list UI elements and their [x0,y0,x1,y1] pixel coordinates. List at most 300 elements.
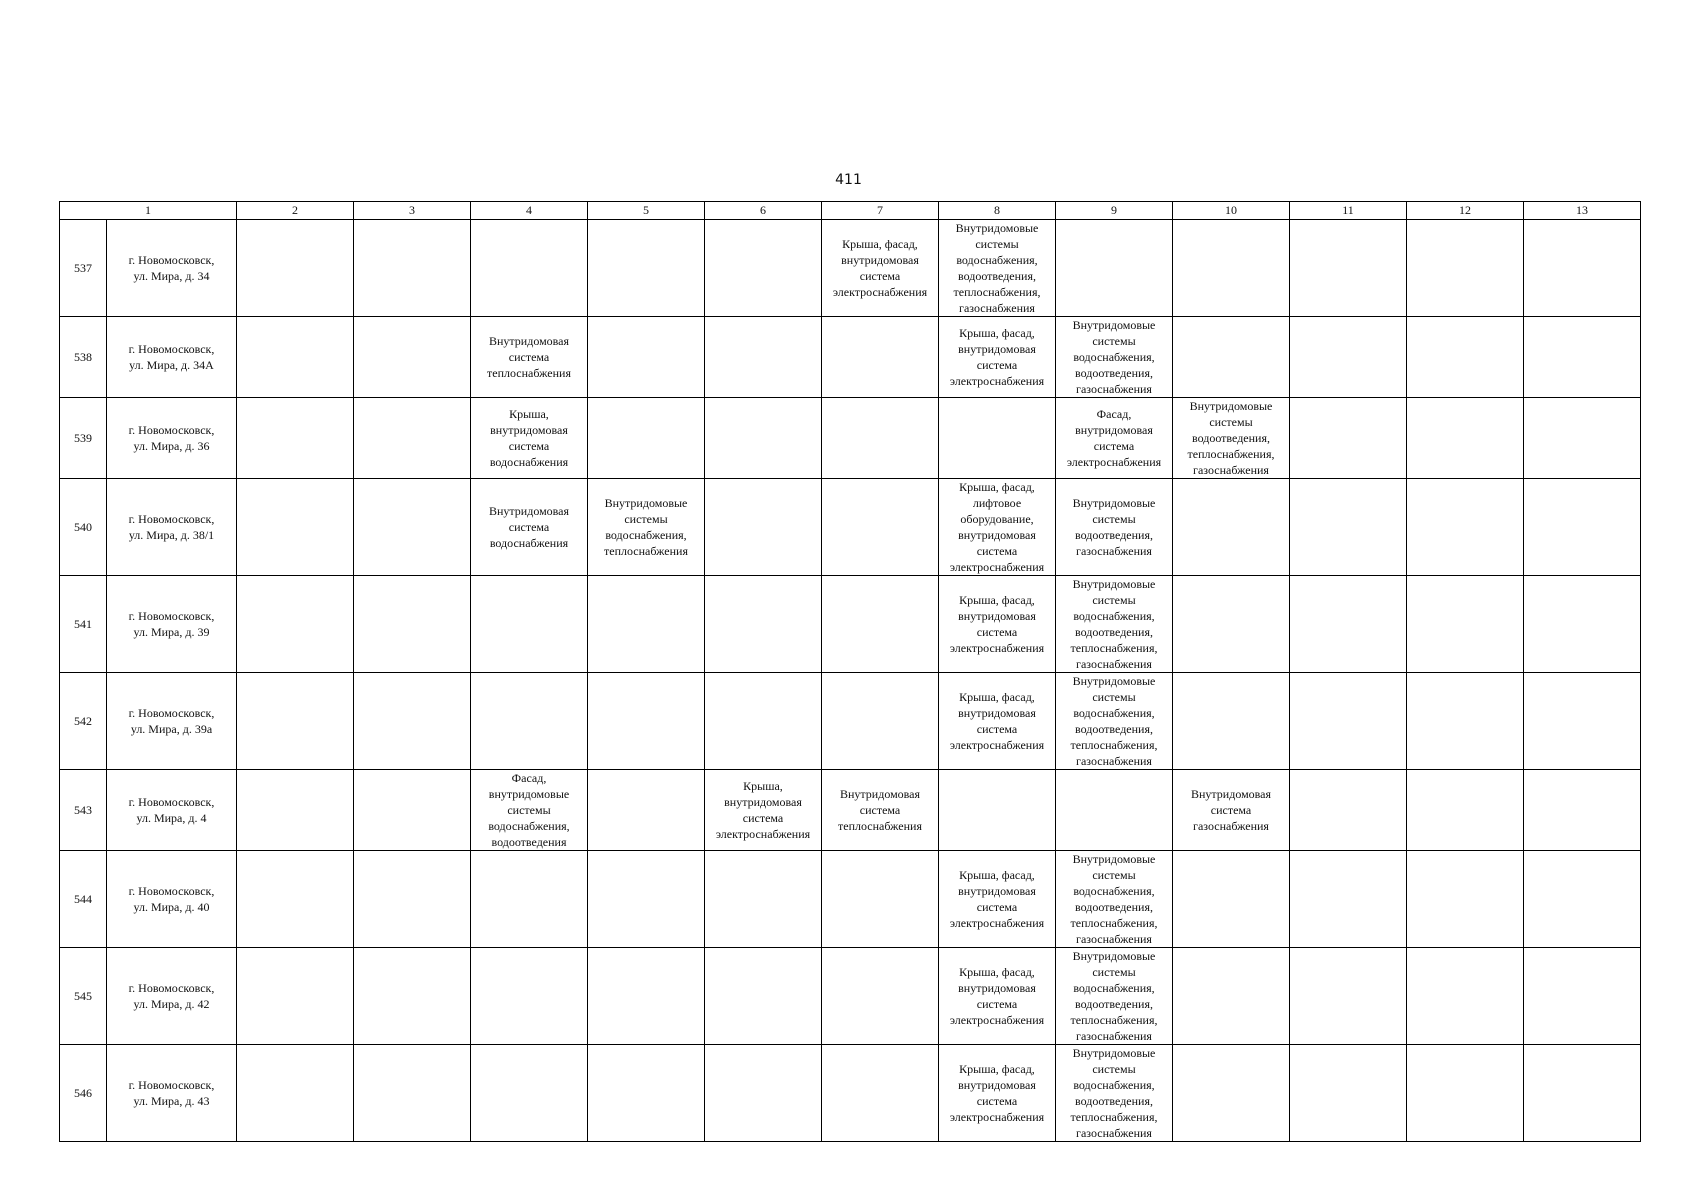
work-cell-col-5 [588,851,705,948]
work-cell-col-7 [822,220,939,317]
work-cell-col-13 [1524,576,1641,673]
work-line: газоснабжения [1076,382,1152,396]
work-cell-col-3 [354,770,471,851]
work-line: электроснабжения [949,374,1045,388]
work-line: система [508,439,550,453]
work-cell-col-4 [471,398,588,479]
work-cell-col-2 [237,1045,354,1142]
work-line: внутридомовая [958,528,1036,542]
work-cell-col-10 [1173,770,1290,851]
address-cell [107,220,237,317]
work-line: водоснабжения, [488,819,570,833]
work-line: система [508,520,550,534]
work-cell-col-4 [471,948,588,1045]
work-line: электроснабжения [1066,455,1162,469]
work-cell-col-12 [1407,1045,1524,1142]
work-line: система [976,900,1018,914]
address-line: ул. Мира, д. 40 [133,900,210,914]
work-line: Внутридомовые [1072,674,1156,688]
address-cell [107,851,237,948]
work-line: теплоснабжения, [1187,447,1275,461]
work-cell-col-10 [1173,398,1290,479]
column-header: 8 [939,202,1056,220]
work-cell-col-7 [822,948,939,1045]
work-cell-col-10 [1173,220,1290,317]
column-header: 13 [1524,202,1641,220]
work-line: системы [624,512,668,526]
page-number: 411 [835,172,862,188]
column-header: 2 [237,202,354,220]
work-cell-col-10 [1173,317,1290,398]
work-cell-col-5 [588,576,705,673]
work-line: водоотведения, [1192,431,1270,445]
address-line: г. Новомосковск, [128,1078,215,1092]
work-line: система [742,811,784,825]
work-cell-col-4 [471,479,588,576]
row-number: 537 [60,220,107,317]
work-line: электроснабжения [715,827,811,841]
work-cell-col-9 [1056,1045,1173,1142]
work-line: Крыша, фасад, [959,480,1035,494]
work-line: система [1210,803,1252,817]
work-cell-col-6 [705,220,822,317]
address-cell [107,1045,237,1142]
work-line: водоснабжения, [1073,1078,1155,1092]
work-line: внутридомовая [958,609,1036,623]
work-line: Внутридомовая [488,504,570,518]
table-row [60,220,1641,317]
address-cell [107,576,237,673]
work-line: водоотведения, [1075,900,1153,914]
work-cell-col-13 [1524,479,1641,576]
work-line: системы [1092,690,1136,704]
row-number: 541 [60,576,107,673]
work-cell-col-13 [1524,673,1641,770]
work-line: газоснабжения [1076,754,1152,768]
address-line: ул. Мира, д. 43 [133,1094,210,1108]
work-cell-col-7 [822,398,939,479]
address-line: ул. Мира, д. 36 [133,439,210,453]
table-row [60,673,1641,770]
work-line: газоснабжения [959,301,1035,315]
work-cell-col-9 [1056,948,1173,1045]
work-cell-col-7 [822,479,939,576]
work-line: водоснабжения, [605,528,687,542]
work-cell-col-8 [939,673,1056,770]
work-cell-col-11 [1290,479,1407,576]
work-cell-col-9 [1056,770,1173,851]
work-cell-col-3 [354,479,471,576]
work-line: теплоснабжения, [953,285,1041,299]
work-line: Крыша, [509,407,549,421]
address-line: г. Новомосковск, [128,795,215,809]
row-number: 544 [60,851,107,948]
work-cell-col-12 [1407,479,1524,576]
work-cell-col-9 [1056,398,1173,479]
work-line: системы [1092,593,1136,607]
work-cell-col-12 [1407,220,1524,317]
work-line: системы [975,237,1019,251]
work-line: газоснабжения [1193,463,1269,477]
work-cell-col-2 [237,220,354,317]
work-line: системы [1209,415,1253,429]
work-cell-col-8 [939,220,1056,317]
work-cell-col-11 [1290,770,1407,851]
work-cell-col-2 [237,851,354,948]
work-line: электроснабжения [949,641,1045,655]
work-cell-col-3 [354,220,471,317]
row-number: 542 [60,673,107,770]
work-line: системы [1092,334,1136,348]
work-line: система [508,350,550,364]
address-cell [107,479,237,576]
work-cell-col-13 [1524,220,1641,317]
work-cell-col-9 [1056,220,1173,317]
work-line: Внутридомовые [1189,399,1273,413]
work-line: водоснабжения [489,455,569,469]
table-row [60,398,1641,479]
work-line: внутридомовая [958,342,1036,356]
table-row [60,948,1641,1045]
work-cell-col-3 [354,398,471,479]
work-line: Внутридомовая [839,787,921,801]
address-line: ул. Мира, д. 42 [133,997,210,1011]
work-cell-col-5 [588,317,705,398]
work-line: электроснабжения [949,1013,1045,1027]
work-cell-col-12 [1407,770,1524,851]
work-cell-col-12 [1407,317,1524,398]
work-line: система [976,1094,1018,1108]
work-line: внутридомовая [958,981,1036,995]
work-line: водоотведения, [1075,1094,1153,1108]
work-line: внутридомовая [958,1078,1036,1092]
work-cell-col-9 [1056,479,1173,576]
work-cell-col-2 [237,398,354,479]
work-line: электроснабжения [949,738,1045,752]
address-line: ул. Мира, д. 39а [130,722,213,736]
work-cell-col-4 [471,576,588,673]
work-cell-col-8 [939,576,1056,673]
work-line: система [1093,439,1135,453]
column-header: 4 [471,202,588,220]
work-cell-col-4 [471,770,588,851]
work-cell-col-3 [354,948,471,1045]
work-cell-col-5 [588,398,705,479]
work-cell-col-4 [471,851,588,948]
work-cell-col-13 [1524,851,1641,948]
work-line: электроснабжения [949,1110,1045,1124]
work-cell-col-11 [1290,317,1407,398]
row-number: 546 [60,1045,107,1142]
work-cell-col-8 [939,398,1056,479]
work-cell-col-10 [1173,479,1290,576]
work-line: Внутридомовые [1072,577,1156,591]
work-cell-col-3 [354,673,471,770]
address-line: ул. Мира, д. 39 [133,625,210,639]
work-cell-col-5 [588,1045,705,1142]
work-line: водоснабжения [489,536,569,550]
row-number: 538 [60,317,107,398]
work-line: водоотведения, [1075,997,1153,1011]
work-line: Внутридомовые [1072,1046,1156,1060]
address-cell [107,398,237,479]
work-cell-col-2 [237,479,354,576]
work-line: Внутридомовые [604,496,688,510]
work-cell-col-7 [822,851,939,948]
work-cell-col-8 [939,851,1056,948]
work-line: системы [1092,965,1136,979]
work-line: Крыша, фасад, [959,1062,1035,1076]
work-cell-col-2 [237,770,354,851]
work-cell-col-5 [588,770,705,851]
work-line: газоснабжения [1076,657,1152,671]
work-cell-col-12 [1407,576,1524,673]
work-line: теплоснабжения, [1070,641,1158,655]
work-line: Крыша, фасад, [959,690,1035,704]
work-cell-col-4 [471,1045,588,1142]
work-cell-col-13 [1524,948,1641,1045]
work-line: теплоснабжения [604,544,688,558]
work-line: водоснабжения, [1073,350,1155,364]
work-cell-col-5 [588,948,705,1045]
work-cell-col-6 [705,851,822,948]
work-line: внутридомовая [1075,423,1153,437]
work-cell-col-9 [1056,673,1173,770]
work-line: Внутридомовые [1072,496,1156,510]
work-line: водоснабжения, [1073,981,1155,995]
row-number: 539 [60,398,107,479]
column-header: 6 [705,202,822,220]
work-cell-col-11 [1290,851,1407,948]
work-line: системы [507,803,551,817]
work-line: газоснабжения [1076,544,1152,558]
table-row [60,479,1641,576]
work-cell-col-2 [237,673,354,770]
work-line: Внутридомовые [1072,318,1156,332]
table-row [60,576,1641,673]
work-line: водоотведения, [1075,528,1153,542]
work-cell-col-8 [939,1045,1056,1142]
work-line: система [976,722,1018,736]
column-header: 12 [1407,202,1524,220]
work-cell-col-4 [471,317,588,398]
work-line: лифтовое [972,496,1022,510]
address-cell [107,948,237,1045]
work-cell-col-12 [1407,398,1524,479]
work-line: внутридомовые [488,787,570,801]
work-cell-col-8 [939,948,1056,1045]
work-cell-col-2 [237,576,354,673]
row-number: 545 [60,948,107,1045]
work-line: водоотведения [491,835,567,849]
work-cell-col-13 [1524,398,1641,479]
work-cell-col-8 [939,479,1056,576]
work-line: водоснабжения, [1073,706,1155,720]
table-row [60,851,1641,948]
work-line: газоснабжения [1076,1029,1152,1043]
work-cell-col-3 [354,576,471,673]
column-header: 9 [1056,202,1173,220]
work-cell-col-10 [1173,948,1290,1045]
work-cell-col-11 [1290,673,1407,770]
column-header: 5 [588,202,705,220]
work-line: Крыша, фасад, [959,965,1035,979]
work-line: внутридомовая [958,884,1036,898]
address-line: г. Новомосковск, [128,609,215,623]
work-cell-col-7 [822,1045,939,1142]
work-line: водоснабжения, [956,253,1038,267]
work-cell-col-3 [354,317,471,398]
work-line: Внутридомовые [1072,949,1156,963]
work-cell-col-9 [1056,317,1173,398]
address-line: г. Новомосковск, [128,512,215,526]
work-line: внутридомовая [724,795,802,809]
work-cell-col-10 [1173,851,1290,948]
work-line: электроснабжения [949,560,1045,574]
table-row [60,770,1641,851]
work-cell-col-12 [1407,948,1524,1045]
work-line: внутридомовая [958,706,1036,720]
work-cell-col-4 [471,220,588,317]
work-cell-col-8 [939,317,1056,398]
work-line: Фасад, [511,771,547,785]
work-line: газоснабжения [1076,932,1152,946]
address-cell [107,317,237,398]
work-line: Внутридомовые [955,221,1039,235]
work-line: система [859,803,901,817]
address-line: г. Новомосковск, [128,981,215,995]
work-cell-col-6 [705,673,822,770]
work-line: водоотведения, [1075,625,1153,639]
column-header-row [60,202,1641,220]
work-cell-col-7 [822,576,939,673]
address-line: г. Новомосковск, [128,884,215,898]
table-row [60,317,1641,398]
work-cell-col-13 [1524,770,1641,851]
work-cell-col-10 [1173,1045,1290,1142]
work-cell-col-6 [705,770,822,851]
work-cell-col-9 [1056,576,1173,673]
work-cell-col-6 [705,948,822,1045]
work-line: система [976,625,1018,639]
work-cell-col-2 [237,317,354,398]
address-line: г. Новомосковск, [128,253,215,267]
work-cell-col-2 [237,948,354,1045]
work-line: Крыша, [743,779,783,793]
address-line: г. Новомосковск, [128,423,215,437]
work-line: Крыша, фасад, [959,868,1035,882]
work-cell-col-6 [705,479,822,576]
work-line: внутридомовая [490,423,568,437]
schedule-table [59,201,1641,1142]
work-line: водоснабжения, [1073,884,1155,898]
work-cell-col-12 [1407,673,1524,770]
address-cell [107,770,237,851]
work-line: Крыша, фасад, [959,326,1035,340]
work-line: система [976,997,1018,1011]
work-line: теплоснабжения [838,819,922,833]
work-cell-col-10 [1173,576,1290,673]
work-line: системы [1092,868,1136,882]
table-row [60,1045,1641,1142]
work-line: Внутридомовая [1190,787,1272,801]
work-line: системы [1092,1062,1136,1076]
work-line: водоотведения, [1075,366,1153,380]
work-line: водоснабжения, [1073,609,1155,623]
column-header: 7 [822,202,939,220]
column-header: 3 [354,202,471,220]
address-cell [107,673,237,770]
work-cell-col-7 [822,673,939,770]
row-number: 543 [60,770,107,851]
work-cell-col-11 [1290,948,1407,1045]
work-line: электроснабжения [949,916,1045,930]
work-cell-col-4 [471,673,588,770]
work-cell-col-11 [1290,1045,1407,1142]
work-cell-col-5 [588,220,705,317]
work-cell-col-6 [705,1045,822,1142]
column-header: 10 [1173,202,1290,220]
work-cell-col-6 [705,398,822,479]
column-header: 11 [1290,202,1407,220]
work-line: газоснабжения [1193,819,1269,833]
work-cell-col-10 [1173,673,1290,770]
row-number: 540 [60,479,107,576]
work-line: Фасад, [1096,407,1132,421]
address-line: г. Новомосковск, [128,342,215,356]
work-line: оборудование, [960,512,1034,526]
work-cell-col-7 [822,317,939,398]
work-line: газоснабжения [1076,1126,1152,1140]
work-line: водоотведения, [1075,722,1153,736]
work-line: Крыша, фасад, [842,237,918,251]
work-cell-col-7 [822,770,939,851]
address-line: г. Новомосковск, [128,706,215,720]
address-line: ул. Мира, д. 38/1 [128,528,215,542]
work-cell-col-3 [354,851,471,948]
work-line: Внутридомовая [488,334,570,348]
work-cell-col-12 [1407,851,1524,948]
work-line: теплоснабжения, [1070,1110,1158,1124]
work-line: внутридомовая [841,253,919,267]
work-line: теплоснабжения, [1070,1013,1158,1027]
work-cell-col-6 [705,576,822,673]
work-cell-col-13 [1524,1045,1641,1142]
work-cell-col-11 [1290,576,1407,673]
work-line: теплоснабжения, [1070,916,1158,930]
work-cell-col-5 [588,673,705,770]
address-line: ул. Мира, д. 4 [136,811,207,825]
work-line: система [976,544,1018,558]
work-line: теплоснабжения, [1070,738,1158,752]
address-line: ул. Мира, д. 34А [129,358,214,372]
work-line: Крыша, фасад, [959,593,1035,607]
work-line: система [859,269,901,283]
work-cell-col-8 [939,770,1056,851]
work-cell-col-11 [1290,398,1407,479]
work-cell-col-11 [1290,220,1407,317]
work-cell-col-13 [1524,317,1641,398]
work-line: водоотведения, [958,269,1036,283]
work-line: система [976,358,1018,372]
work-cell-col-9 [1056,851,1173,948]
work-cell-col-6 [705,317,822,398]
work-line: Внутридомовые [1072,852,1156,866]
work-cell-col-3 [354,1045,471,1142]
column-header: 1 [60,202,237,220]
work-line: электроснабжения [832,285,928,299]
address-line: ул. Мира, д. 34 [133,269,210,283]
